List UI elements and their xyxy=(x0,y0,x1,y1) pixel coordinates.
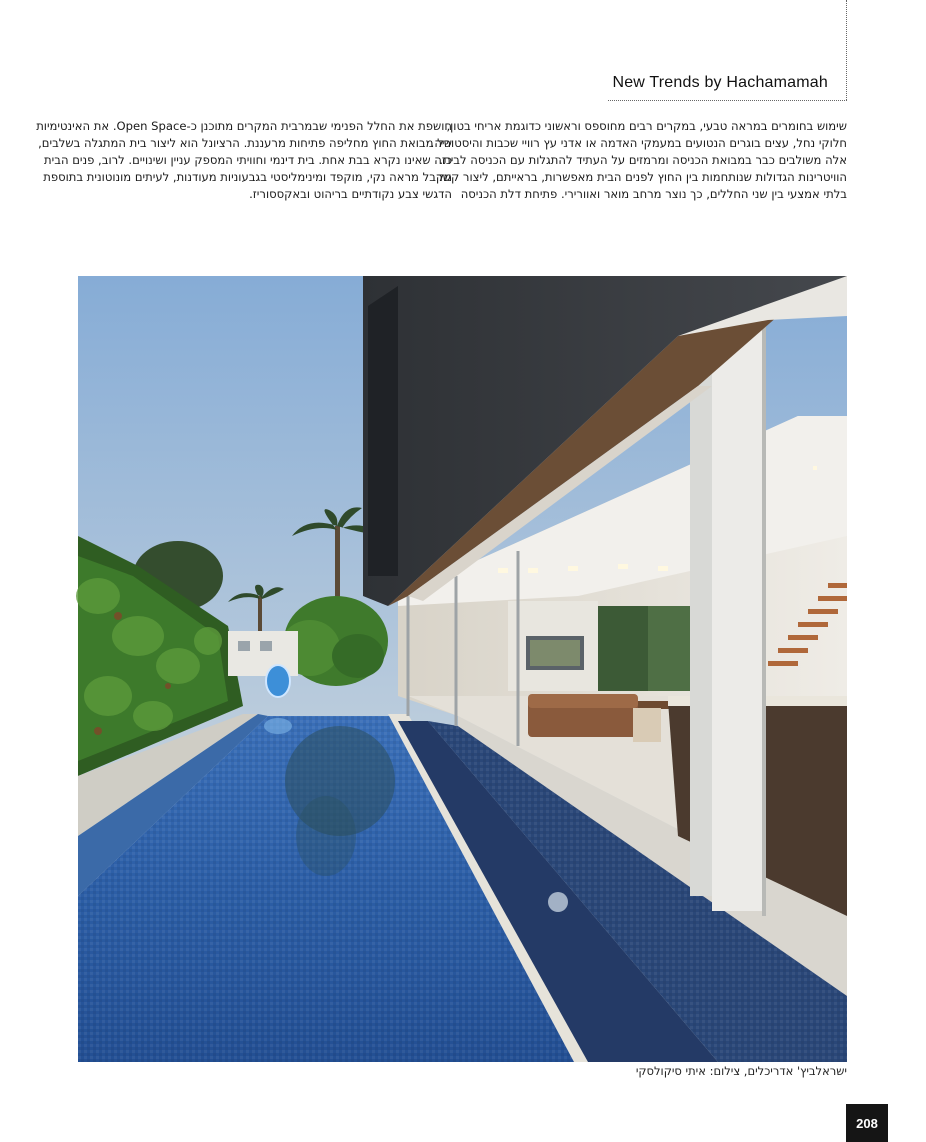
article-line: מקבל מראה נקי, מוקפד ומינימליסטי בגבעוניות מעודנות, לעיתים מונוטונית בתוספת xyxy=(43,170,452,184)
page-number: 208 xyxy=(856,1115,878,1131)
house-pool-photo xyxy=(78,276,847,1062)
article-line: שימוש בחומרים במראה טבעי, במקרים רבים מחוספס וראשוני כדוגמת אריחי בטון, xyxy=(446,119,847,133)
corner-rule-horizontal xyxy=(608,100,847,101)
corner-rule-vertical xyxy=(846,0,847,100)
page-number-badge xyxy=(846,1104,888,1142)
article-column-right xyxy=(430,118,847,203)
article-column-left xyxy=(36,118,452,203)
magazine-section-title: New Trends by Hachamamah xyxy=(612,74,828,91)
article-line: בלתי אמצעי בין שני החללים, כך נוצר מרחב מואר ואוורירי. פתיחת דלת הכניסה xyxy=(460,187,847,201)
article-line: של מבואת החוץ מחליפה פתיחות מרעננת. הרציונל הוא ליצור בית המתגלה בשלבים, xyxy=(38,136,452,150)
article-line: חושפת את החלל הפנימי שבמרבית המקרים מתוכנן כ-Open Space. את האינטימיות xyxy=(36,119,452,133)
article-line: הדגשי צבע נקודתיים בריהוט ובאקססוריז. xyxy=(249,187,452,201)
photo-credit-caption: ישראלביץ' אדריכלים, צילום: איתי סיקולסקי xyxy=(635,1064,847,1078)
photo-illustration xyxy=(78,276,847,1062)
article-line: חלוקי נחל, עצים בוגרים הנטועים במעמקי האדמה או אדני עץ רוויי שכבות והיסטוריה. xyxy=(430,136,847,150)
article-line: כזה שאינו נקרא בבת אחת. בית דינמי וחוויתי המספק עניין ושינויים. לרוב, פנים הבית xyxy=(44,153,452,167)
article-line: הוויטרינות הגדולות שנותחמות בין החוץ לפנים הבית מאפשרות, בראייתם, ליצור קשר xyxy=(436,170,847,184)
article-line: אלה משולבים כבר במבואת הכניסה ומרמזים על העתיד להתגלות עם הכניסה לבית. xyxy=(439,153,847,167)
